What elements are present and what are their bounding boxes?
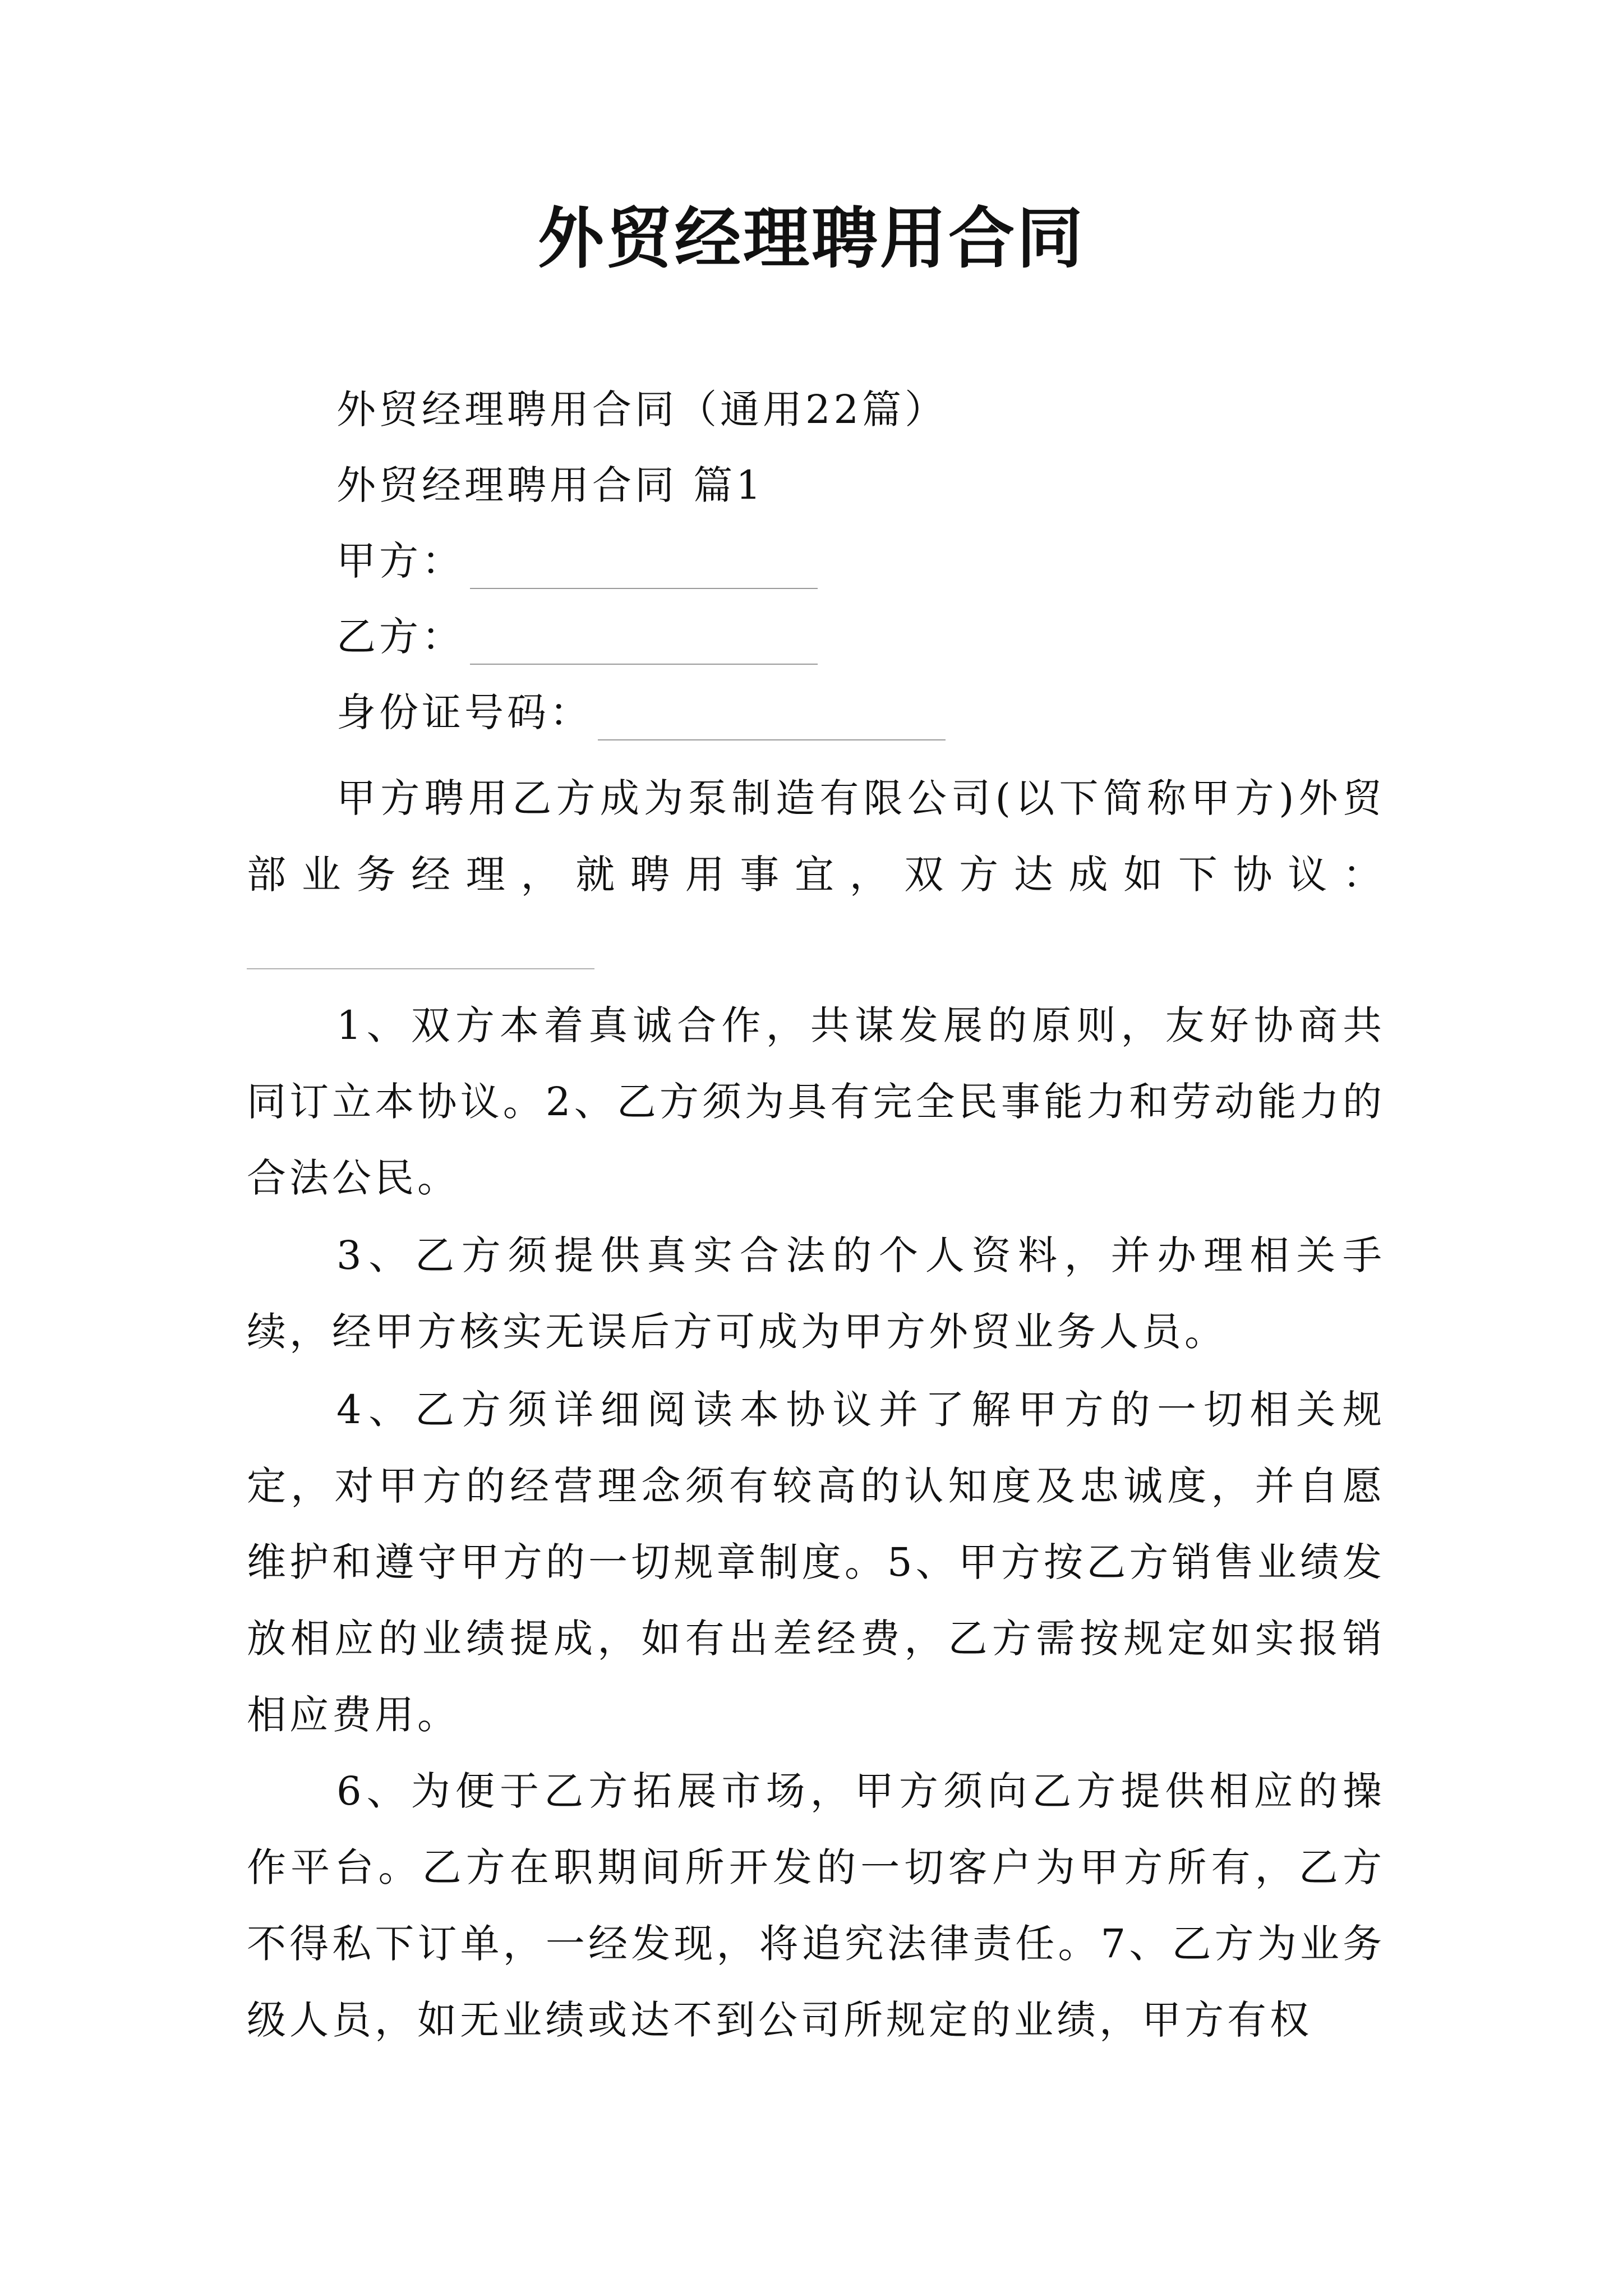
separator-line [247, 968, 594, 969]
party-b-blank-line [470, 619, 818, 665]
id-number-field [336, 684, 946, 740]
party-b-field [336, 609, 818, 665]
document-title: 外贸经理聘用合同 [537, 199, 1085, 277]
party-b-label: 乙方： [336, 614, 464, 660]
clause-paragraph-3: 4、乙方须详细阅读本协议并了解甲方的一切相关规定，对甲方的经营理念须有较高的认知度及忠诚度，并自愿维护和遵守甲方的一切规章制度。5、甲方按乙方销售业绩发放相应的业绩提成，如有出差经费，乙方需按规定如实报销相应费用。 [247, 1387, 1385, 1738]
document-subtitle: 外贸经理聘用合同（通用22篇） [336, 386, 948, 432]
section-heading: 外贸经理聘用合同 篇1 [336, 462, 764, 508]
id-number-label: 身份证号码： [336, 689, 592, 735]
party-a-blank-line [470, 543, 818, 589]
id-number-blank-line [598, 694, 946, 740]
party-a-label: 甲方： [336, 538, 464, 584]
clause-paragraph-2: 3、乙方须提供真实合法的个人资料，并办理相关手续，经甲方核实无误后方可成为甲方外贸业务人员。 [247, 1232, 1385, 1355]
clause-paragraph-1: 1、双方本着真诚合作，共谋发展的原则，友好协商共同订立本协议。2、乙方须为具有完全民事能力和劳动能力的合法公民。 [247, 1002, 1385, 1201]
intro-paragraph: 甲方聘用乙方成为泵制造有限公司(以下简称甲方)外贸部业务经理，就聘用事宜，双方达成如下协议： [247, 775, 1385, 898]
clause-paragraph-4: 6、为便于乙方拓展市场，甲方须向乙方提供相应的操作平台。乙方在职期间所开发的一切客户为甲方所有，乙方不得私下订单，一经发现，将追究法律责任。7、乙方为业务级人员，如无业绩或达不到公司所规定的业绩，甲方有权 [247, 1768, 1385, 2043]
party-a-field [336, 533, 818, 589]
